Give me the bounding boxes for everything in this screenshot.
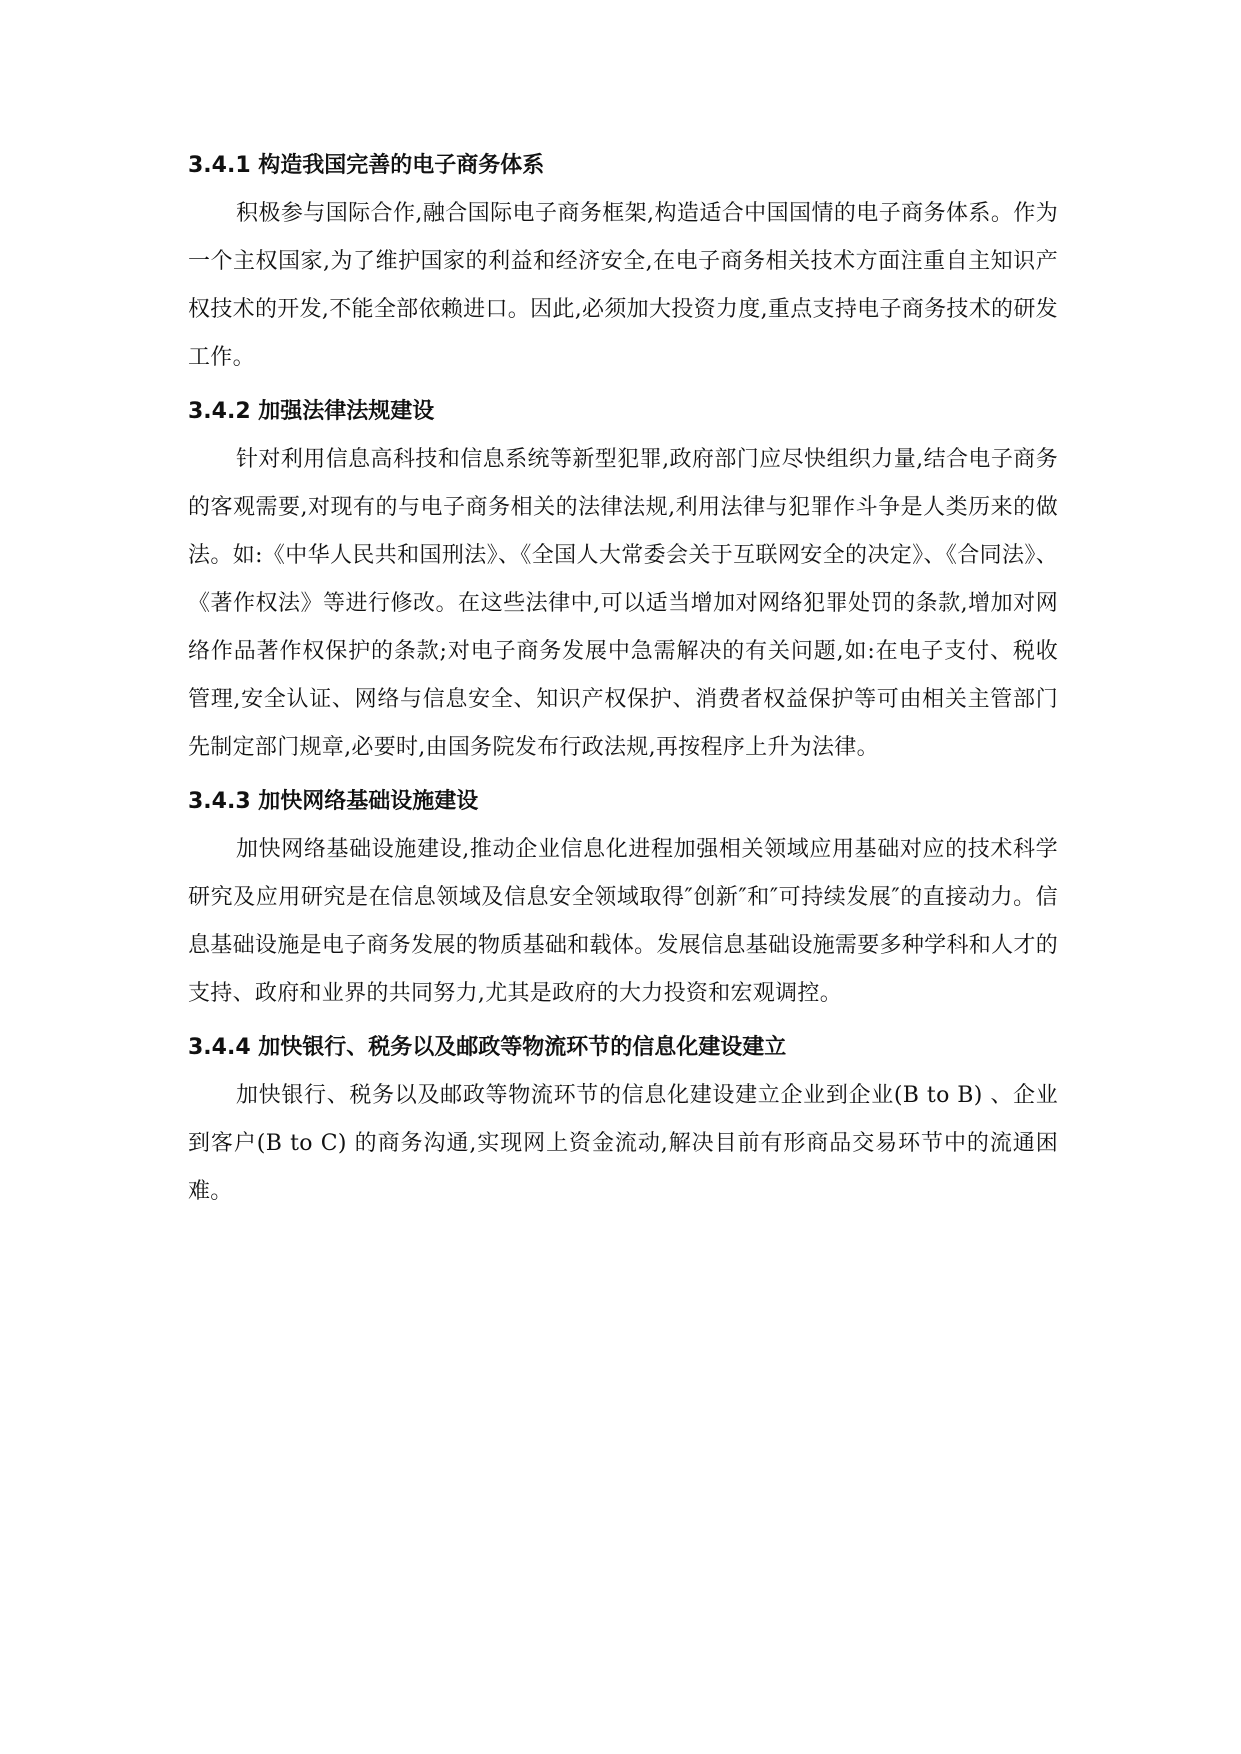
section-paragraph: 加快网络基础设施建设,推动企业信息化进程加强相关领域应用基础对应的技术科学研究及应用研究是在信息领域及信息安全领域取得″创新″和″可持续发展″的直接动力。信息基础设施是电子商务发展的物质基础和载体。发展信息基础设施需要多种学科和人才的支持、政府和业界的共同努力,尤其是政府的大力投资和宏观调控。 bbox=[188, 837, 1058, 1006]
section-heading: 3.4.3 加快网络基础设施建设 bbox=[188, 789, 479, 814]
section-paragraph: 加快银行、税务以及邮政等物流环节的信息化建设建立企业到企业(B to B) 、企业到客户(B to C) 的商务沟通,实现网上资金流动,解决目前有形商品交易环节中的流通困难。 bbox=[188, 1083, 1058, 1204]
section-3-4-2 bbox=[188, 390, 1058, 772]
section-3-4-4 bbox=[188, 1026, 1058, 1216]
section-heading: 3.4.1 构造我国完善的电子商务体系 bbox=[188, 153, 545, 178]
section-3-4-3 bbox=[188, 780, 1058, 1018]
section-3-4-1 bbox=[188, 144, 1058, 382]
section-paragraph: 针对利用信息高科技和信息系统等新型犯罪,政府部门应尽快组织力量,结合电子商务的客观需要,对现有的与电子商务相关的法律法规,利用法律与犯罪作斗争是人类历来的做法。如:《中华人民共和国刑法》、《全国人大常委会关于互联网安全的决定》、《合同法》、《著作权法》等进行修改。在这些法律中,可以适当增加对网络犯罪处罚的条款,增加对网络作品著作权保护的条款;对电子商务发展中急需解决的有关问题,如:在电子支付、税收管理,安全认证、网络与信息安全、知识产权保护、消费者权益保护等可由相关主管部门先制定部门规章,必要时,由国务院发布行政法规,再按程序上升为法律。 bbox=[188, 447, 1058, 760]
section-paragraph: 积极参与国际合作,融合国际电子商务框架,构造适合中国国情的电子商务体系。作为一个主权国家,为了维护国家的利益和经济安全,在电子商务相关技术方面注重自主知识产权技术的开发,不能全部依赖进口。因此,必须加大投资力度,重点支持电子商务技术的研发工作。 bbox=[188, 201, 1058, 370]
section-heading: 3.4.4 加快银行、税务以及邮政等物流环节的信息化建设建立 bbox=[188, 1035, 787, 1060]
section-heading: 3.4.2 加强法律法规建设 bbox=[188, 399, 435, 424]
page-content bbox=[188, 144, 1058, 1224]
